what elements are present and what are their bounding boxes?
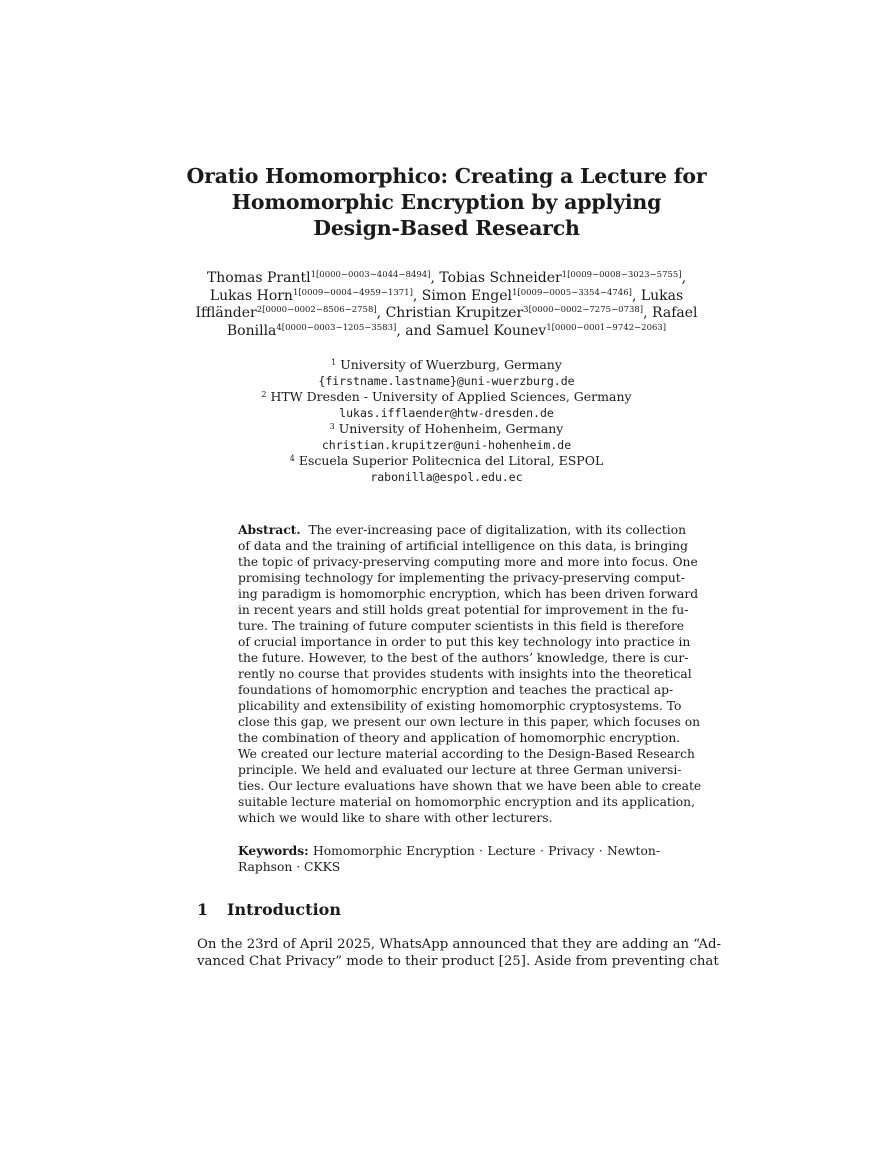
author-name: Iffländer: [195, 305, 257, 321]
abstract-line: plicability and extensibility of existing homomorphic cryptosystems. To: [238, 699, 682, 713]
author-line: [170, 323, 723, 341]
author-name: , Tobias Schneider: [430, 270, 562, 286]
section-title: Introduction: [227, 900, 341, 919]
author-name: , Rafael: [643, 305, 698, 321]
abstract-line: which we would like to share with other lecturers.: [238, 811, 553, 825]
affiliation-list: [200, 357, 693, 485]
abstract-text: The ever-increasing pace of digitalization, with its collection: [308, 523, 687, 537]
abstract-line: of crucial importance in order to put this key technology into practice in: [238, 635, 691, 649]
section-heading: [197, 900, 341, 920]
affiliation-name: Escuela Superior Politecnica del Litoral, ESPOL: [298, 453, 604, 468]
body-line: On the 23rd of April 2025, WhatsApp announced that they are adding an “Ad-: [197, 937, 721, 952]
author-orcid: 1[0009−0008−3023−5755]: [561, 270, 682, 280]
abstract-line: We created our lecture material according to the Design-Based Research: [238, 747, 695, 761]
author-name: Thomas Prantl: [206, 270, 311, 286]
abstract-line: the combination of theory and application of homomorphic encryption.: [238, 731, 681, 745]
author-separator: ,: [681, 270, 687, 286]
abstract-line: close this gap, we present our own lecture in this paper, which focuses on: [238, 715, 701, 729]
abstract-line: ties. Our lecture evaluations have shown that we have been able to create: [238, 779, 702, 793]
abstract-line: the future. However, to the best of the authors’ knowledge, there is cur-: [238, 651, 689, 665]
abstract-line: rently no course that provides students with insights into the theoretical: [238, 667, 692, 681]
affiliation-name: HTW Dresden - University of Applied Sciences, Germany: [270, 389, 632, 404]
author-orcid: 2[0000−0002−8506−2758]: [256, 305, 377, 315]
affiliation-email: rabonilla@espol.edu.ec: [370, 470, 523, 484]
author-name: , Lukas: [631, 287, 684, 304]
affiliation-number: 4: [289, 454, 295, 463]
author-orcid: 3[0000−0002−7275−0738]: [523, 305, 644, 315]
abstract: [238, 522, 702, 826]
author-line: [170, 305, 723, 323]
title-line: Design-Based Research: [313, 216, 580, 240]
author-name: , Simon Engel: [412, 287, 512, 304]
abstract-line: promising technology for implementing the privacy-preserving comput-: [238, 571, 685, 585]
abstract-label: Abstract.: [238, 522, 301, 537]
author-name: Bonilla: [226, 322, 277, 339]
author-name: , and Samuel Kounev: [396, 322, 547, 339]
keywords-line: [238, 843, 660, 859]
affiliation: [200, 357, 693, 373]
keywords-line: Raphson · CKKS: [238, 860, 341, 874]
section-number: 1: [197, 900, 209, 919]
author-line: [170, 288, 723, 306]
affiliation-email: {firstname.lastname}@uni-wuerzburg.de: [318, 374, 575, 388]
abstract-line: the topic of privacy-preserving computing more and more into focus. One: [238, 555, 698, 569]
author-line: [170, 270, 723, 288]
author-orcid: 4[0000−0003−1205−3583]: [276, 322, 397, 333]
affiliation-number: 3: [329, 422, 335, 431]
title-line: Oratio Homomorphico: Creating a Lecture for: [186, 164, 707, 188]
affiliation-email: christian.krupitzer@uni-hohenheim.de: [321, 438, 572, 452]
abstract-line: ture. The training of future computer scientists in this field is therefore: [238, 619, 684, 633]
author-orcid: 1[0009−0004−4959−1371]: [292, 287, 413, 298]
abstract-line: foundations of homomorphic encryption and teaches the practical ap-: [238, 683, 674, 697]
intro-paragraph: [197, 936, 721, 970]
author-name: , Christian Krupitzer: [376, 305, 524, 321]
body-line: vanced Chat Privacy” mode to their product [25]. Aside from preventing chat: [197, 954, 719, 969]
affiliation-name: University of Wuerzburg, Germany: [340, 357, 562, 372]
affiliation-number: 1: [331, 358, 337, 367]
author-orcid: 1[0000−0003−4044−8494]: [310, 270, 431, 280]
affiliation-name: University of Hohenheim, Germany: [338, 421, 564, 436]
abstract-line: [238, 522, 687, 538]
abstract-line: ing paradigm is homomorphic encryption, which has been driven forward: [238, 587, 699, 601]
abstract-line: of data and the training of artificial intelligence on this data, is bringing: [238, 539, 689, 553]
author-orcid: 1[0000−0001−9742−2063]: [546, 322, 667, 333]
keywords-text: Homomorphic Encryption · Lecture · Privacy · Newton-: [313, 844, 660, 858]
affiliation: [200, 389, 693, 405]
affiliation: [200, 453, 693, 469]
keywords: [238, 843, 660, 875]
abstract-line: principle. We held and evaluated our lecture at three German universi-: [238, 763, 682, 777]
abstract-line: suitable lecture material on homomorphic encryption and its application,: [238, 795, 696, 809]
affiliation-email: lukas.ifflaender@htw-dresden.de: [339, 406, 554, 420]
author-orcid: 1[0009−0005−3354−4746]: [512, 287, 632, 298]
title-line: Homomorphic Encryption by applying: [231, 190, 662, 214]
paper-title: [150, 163, 743, 241]
affiliation: [200, 421, 693, 437]
affiliation-number: 2: [261, 390, 267, 399]
abstract-line: in recent years and still holds great potential for improvement in the fu-: [238, 603, 689, 617]
author-list: [170, 270, 723, 340]
author-name: Lukas Horn: [209, 287, 293, 304]
keywords-label: Keywords:: [238, 843, 309, 858]
